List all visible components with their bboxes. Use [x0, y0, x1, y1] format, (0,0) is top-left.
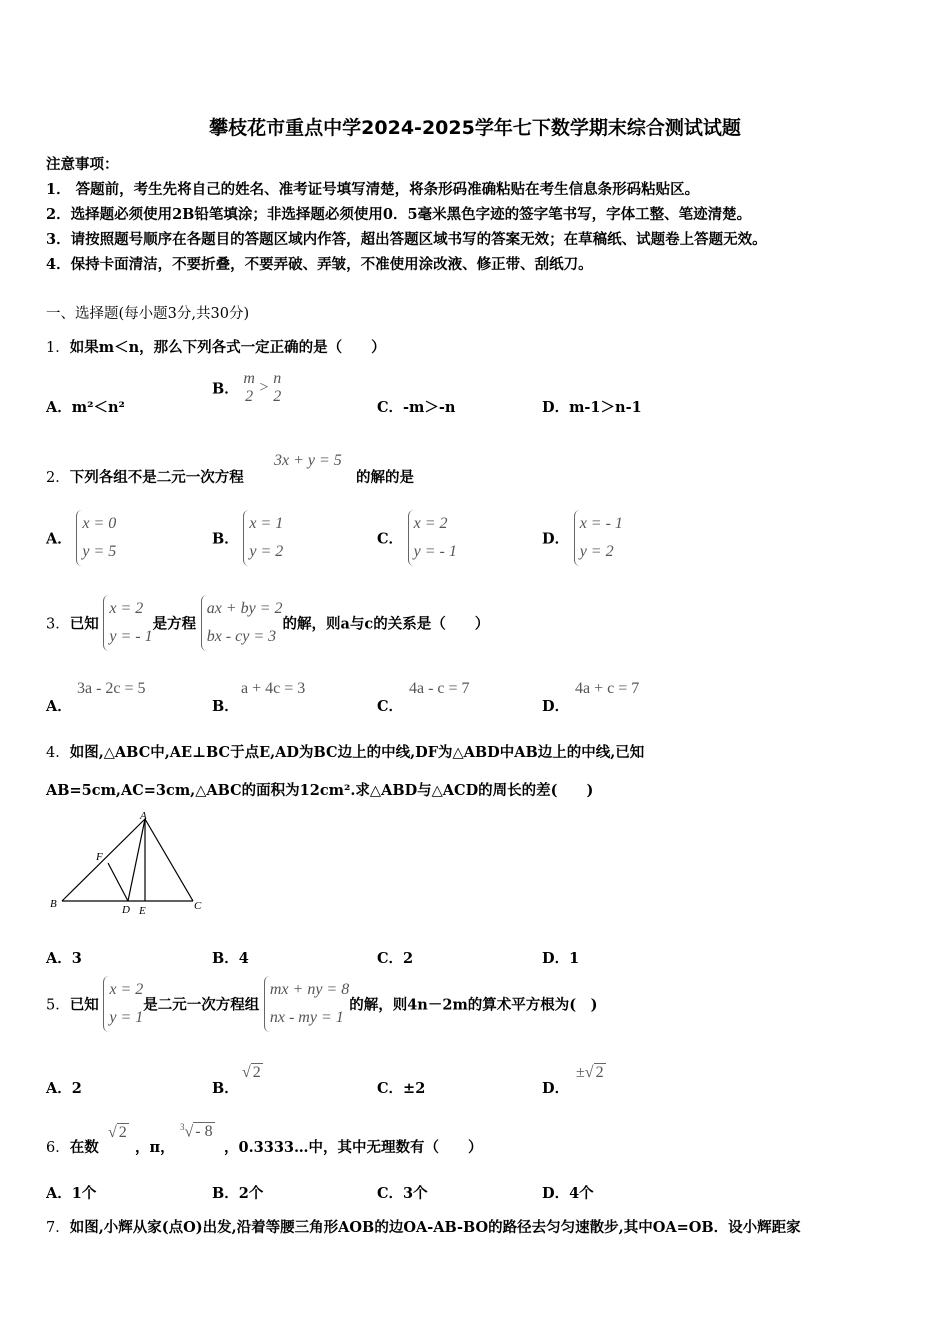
- question-6-start: 6．在数: [46, 1139, 99, 1156]
- q5-option-b-sqrt: √ 2: [242, 1064, 261, 1081]
- triangle-figure: [46, 808, 216, 920]
- q3-option-b-equation: a + 4c = 3: [241, 680, 306, 697]
- solution-system: x = 2 y = 1: [103, 976, 143, 1032]
- q4-option-c: C．2: [377, 950, 414, 967]
- page-title: 攀枝花市重点中学2024-2025学年七下数学期末综合测试试题: [209, 117, 741, 139]
- equation-system: x = 0 y = 5: [76, 510, 116, 566]
- q1-option-d: D．m-1＞n-1: [542, 399, 642, 416]
- q2-option-d: D． x = - 1 y = 2: [542, 510, 623, 566]
- q3-option-b-label: B．: [212, 698, 239, 715]
- notice-item-4: 4．保持卡面清洁，不要折叠，不要弄破、弄皱，不准使用涂改液、修正带、刮纸刀。: [46, 256, 593, 273]
- question-text: 如果m＜n，那么下列各式一定正确的是（ ）: [69, 339, 386, 356]
- question-number: 1．: [46, 340, 70, 356]
- q2-equation: 3x + y = 5: [274, 452, 342, 469]
- label-f: F: [96, 851, 103, 863]
- q3-option-a-label: A．: [46, 698, 72, 715]
- label-c: C: [194, 900, 202, 912]
- label-a: A: [140, 810, 147, 822]
- q2-option-a: A． x = 0 y = 5: [46, 510, 116, 566]
- fraction-n-over-2: n 2: [273, 370, 282, 405]
- q3-option-c-label: C．: [377, 698, 404, 715]
- q6-option-d: D．4个: [542, 1185, 594, 1202]
- question-3: 3．已知 x = 2 y = - 1是方程 ax + by = 2 bx - cy = 3的解，则a与c的关系是（ ）: [46, 595, 489, 651]
- q2-option-b: B． x = 1 y = 2: [212, 510, 283, 566]
- label-b: B: [50, 898, 57, 910]
- question-4: 4．如图,△ABC中,AE⊥BC于点E,AD为BC边上的中线,DF为△ABD中AB边上的中线,已知: [46, 744, 645, 761]
- q4-option-d: D．1: [542, 950, 580, 967]
- q5-option-a: A．2: [46, 1080, 82, 1097]
- q1-option-c: C．-m＞-n: [377, 399, 456, 416]
- q6-pi: ，π，: [135, 1139, 175, 1156]
- notice-item-3: 3．请按照题号顺序在各题目的答题区域内作答，超出答题区域书写的答案无效；在草稿纸、试题卷上答题无效。: [46, 231, 767, 248]
- q3-option-d-equation: 4a + c = 7: [575, 680, 640, 697]
- q5-option-b-label: B．: [212, 1080, 239, 1097]
- label-e: E: [139, 905, 146, 917]
- notice-heading: 注意事项：: [46, 156, 119, 173]
- equation-system: x = 2 y = - 1: [408, 510, 457, 566]
- fraction-m-over-2: m 2: [243, 370, 255, 405]
- q5-option-d-label: D．: [542, 1080, 570, 1097]
- equation-system: mx + ny = 8 nx - my = 1: [264, 976, 349, 1032]
- q3-option-a-equation: 3a - 2c = 5: [77, 680, 146, 697]
- question-4-line-2: AB=5cm,AC=3cm,△ABC的面积为12cm².求△ABD与△ACD的周长的差( ): [46, 782, 594, 799]
- equation-system: ax + by = 2 bx - cy = 3: [201, 595, 283, 651]
- q4-option-a: A．3: [46, 950, 82, 967]
- question-2: 2．下列各组不是二元一次方程: [46, 469, 244, 486]
- q3-option-d-label: D．: [542, 698, 570, 715]
- q6-option-c: C．3个: [377, 1185, 428, 1202]
- q4-option-b: B．4: [212, 950, 249, 967]
- greater-than-sign: >: [259, 379, 269, 396]
- section-heading: 一、选择题(每小题3分,共30分): [46, 306, 250, 322]
- notice-item-1: 1． 答题前，考生先将自己的姓名、准考证号填写清楚，将条形码准确粘贴在考生信息条形码粘贴区。: [46, 181, 700, 198]
- question-5: 5．已知 x = 2 y = 1是二元一次方程组 mx + ny = 8 nx - my = 1的解，则4n－2m的算术平方根为( ): [46, 976, 598, 1032]
- q6-option-b: B．2个: [212, 1185, 264, 1202]
- q5-option-c: C．±2: [377, 1080, 426, 1097]
- q6-option-a: A．1个: [46, 1185, 97, 1202]
- q5-option-d-sqrt: ±√ 2: [576, 1064, 604, 1081]
- equation-system: x = - 1 y = 2: [574, 510, 623, 566]
- q2-option-c: C． x = 2 y = - 1: [377, 510, 457, 566]
- equation-system: x = 1 y = 2: [243, 510, 283, 566]
- q6-text-end: ，0.3333…中，其中无理数有（ ）: [224, 1139, 483, 1156]
- question-1: [46, 336, 386, 357]
- q2-text-end: 的解的是: [356, 469, 414, 486]
- solution-system: x = 2 y = - 1: [103, 595, 152, 651]
- question-7: 7．如图,小辉从家(点O)出发,沿着等腰三角形AOB的边OA-AB-BO的路径去匀匀速散步,其中OA=OB．设小辉距家: [46, 1219, 801, 1236]
- q3-option-c-equation: 4a - c = 7: [409, 680, 470, 697]
- q6-cbrt: $^3$√ - 8: [180, 1122, 213, 1141]
- notice-item-2: 2．选择题必须使用2B铅笔填涂；非选择题必须使用0．5毫米黑色字迹的签字笔书写，字体工整、笔迹清楚。: [46, 206, 752, 223]
- q1-option-b: [212, 370, 281, 406]
- q1-option-a: A．m²＜n²: [46, 399, 125, 416]
- q6-sqrt: √ 2: [108, 1124, 127, 1141]
- option-label: B．: [212, 380, 239, 398]
- label-d: D: [122, 904, 130, 916]
